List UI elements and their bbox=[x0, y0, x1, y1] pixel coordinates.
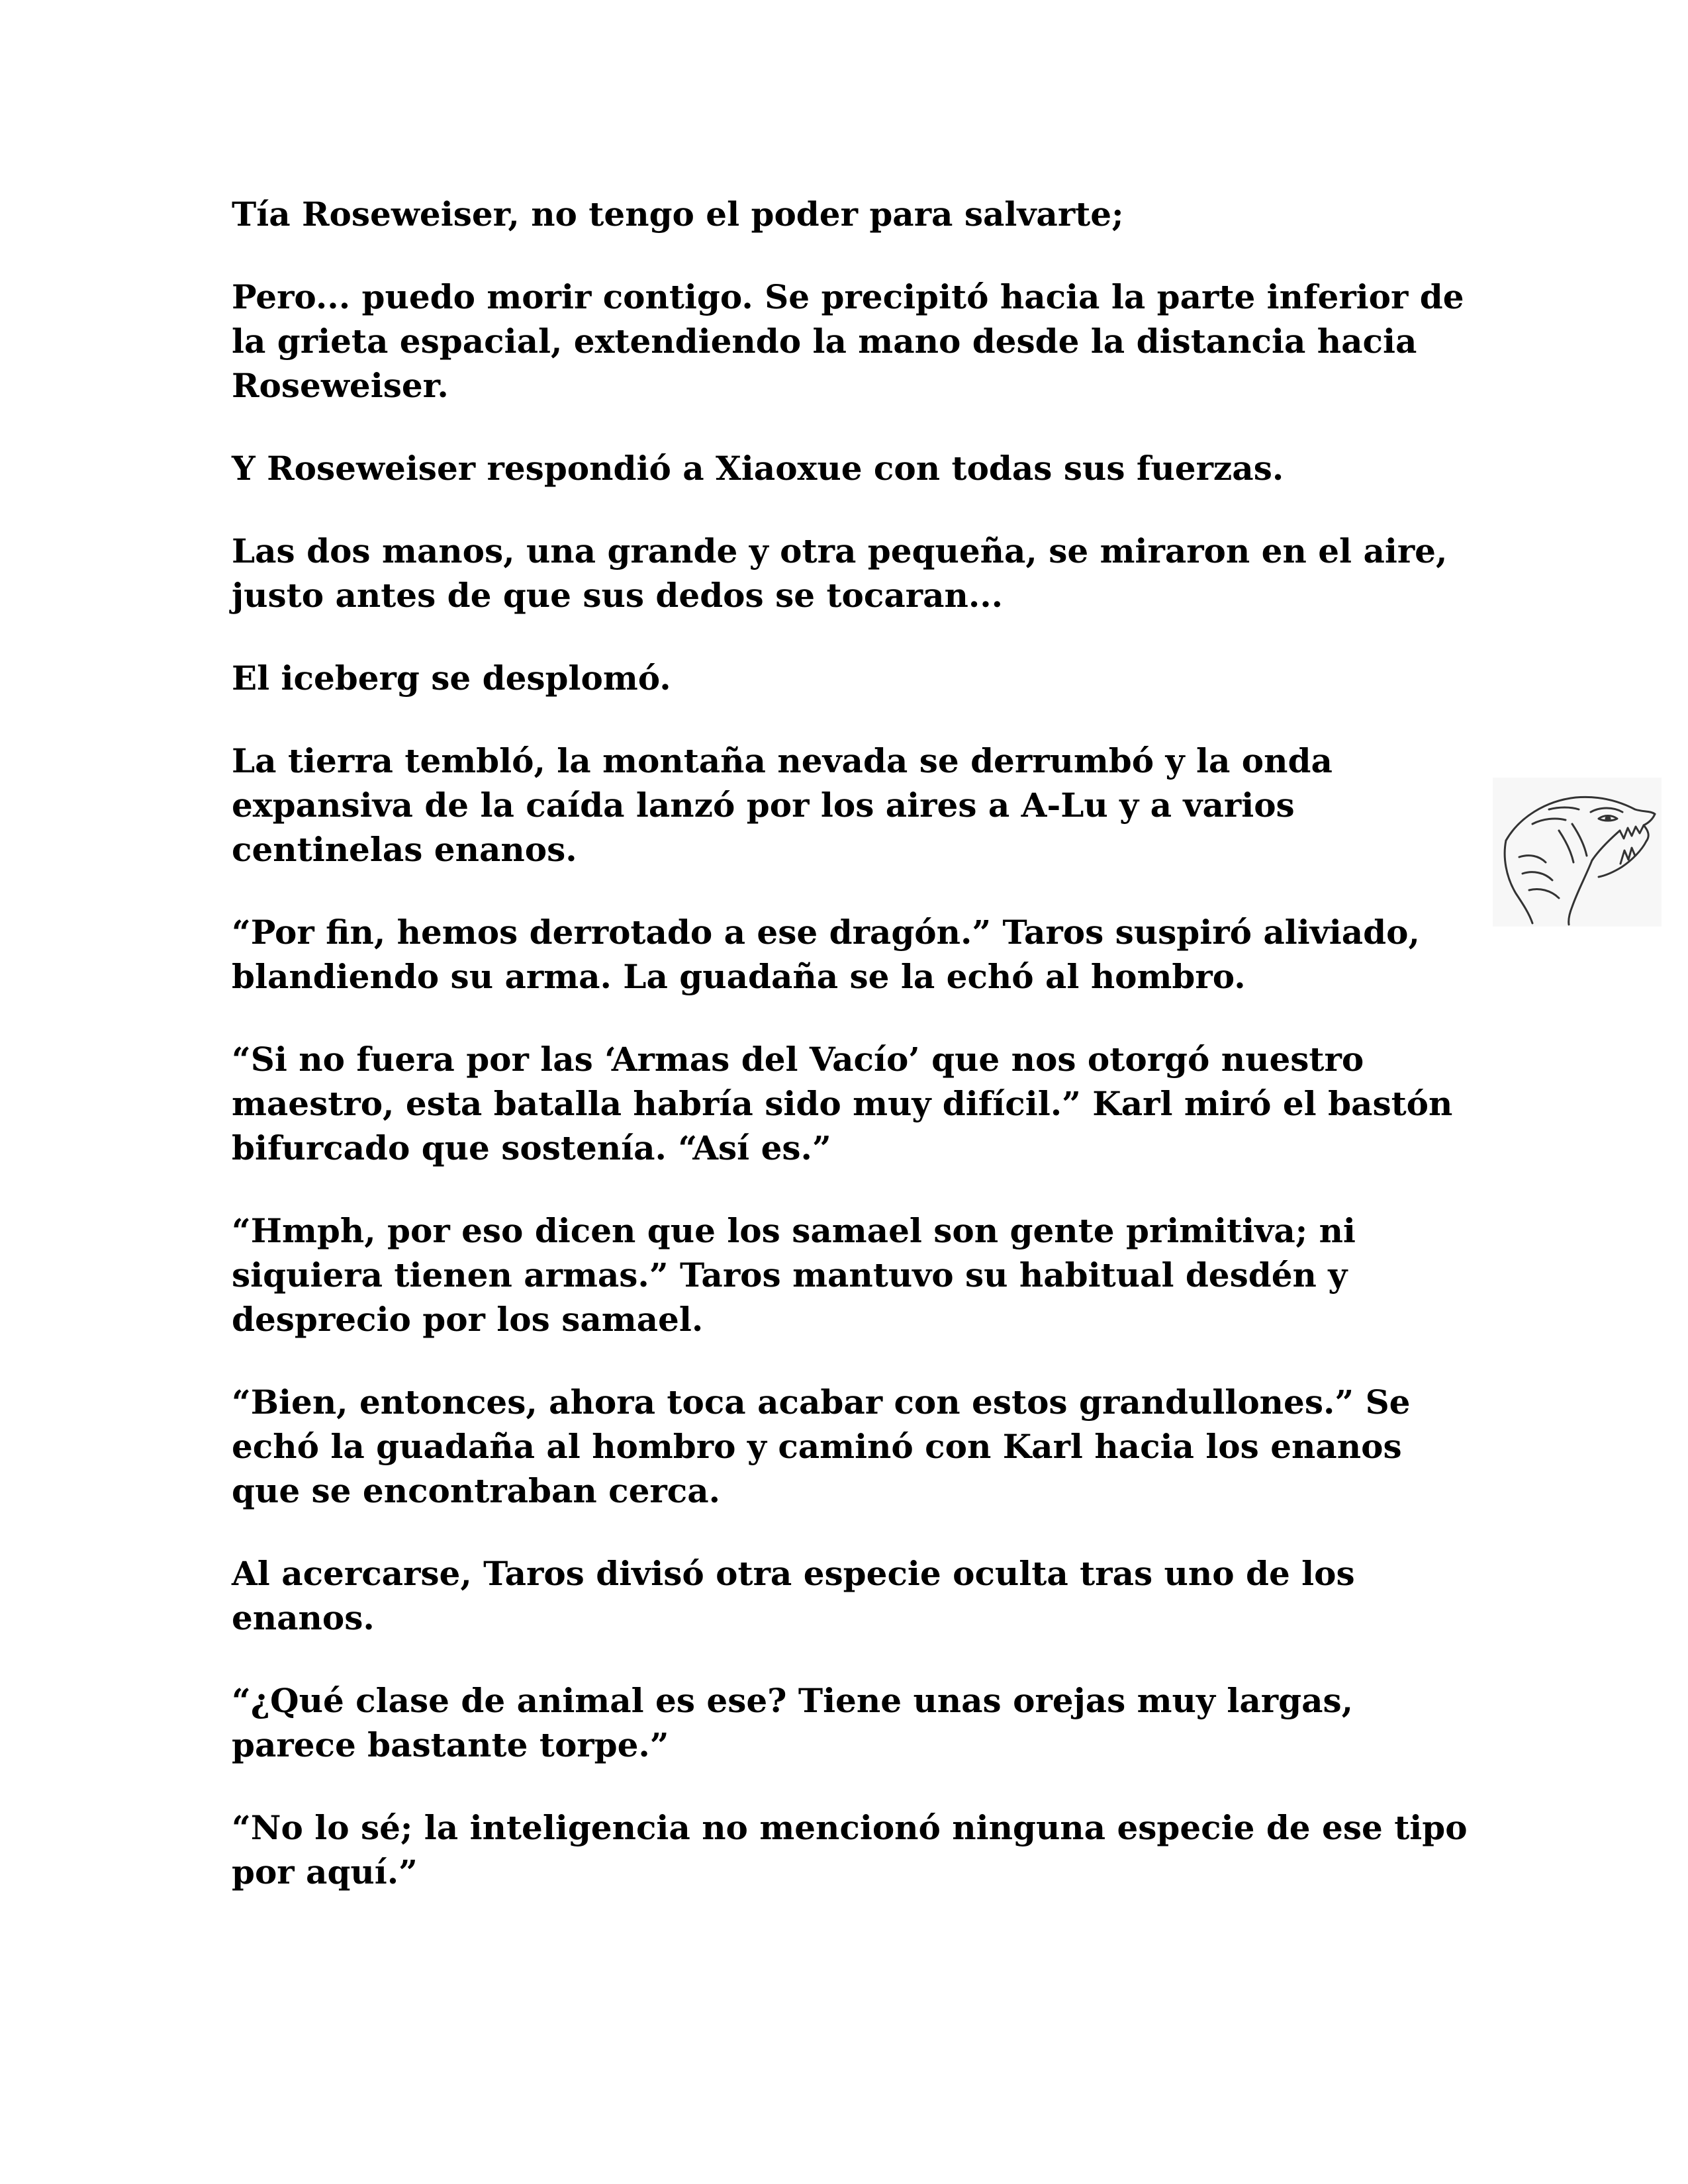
paragraph: Pero... puedo morir contigo. Se precipitó hacia la parte inferior de la grieta espacial, extendiendo la mano desde la distancia hacia Roseweiser. bbox=[232, 277, 1464, 405]
story-text bbox=[232, 192, 1470, 1933]
paragraph: “Si no fuera por las ‘Armas del Vacío’ que nos otorgó nuestro maestro, esta batalla habría sido muy difícil.” Karl miró el bastón bifurcado que sostenía. “Así es.” bbox=[232, 1040, 1453, 1167]
paragraph: Tía Roseweiser, no tengo el poder para salvarte; bbox=[232, 195, 1124, 234]
paragraph: Al acercarse, Taros divisó otra especie oculta tras uno de los enanos. bbox=[232, 1554, 1355, 1637]
paragraph: La tierra tembló, la montaña nevada se derrumbó y la onda expansiva de la caída lanzó por los aires a A-Lu y a varios centinelas enanos. bbox=[232, 741, 1333, 869]
paragraph: “¿Qué clase de animal es ese? Tiene unas orejas muy largas, parece bastante torpe.” bbox=[232, 1681, 1354, 1764]
paragraph: El iceberg se desplomó. bbox=[232, 659, 671, 698]
paragraph: “No lo sé; la inteligencia no mencionó ninguna especie de ese tipo por aquí.” bbox=[232, 1808, 1468, 1891]
paragraph: “Por fin, hemos derrotado a ese dragón.” Taros suspiró aliviado, blandiendo su arma. La guadaña se la echó al hombro. bbox=[232, 913, 1420, 996]
paragraph: Y Roseweiser respondió a Xiaoxue con todas sus fuerzas. bbox=[232, 449, 1284, 488]
paragraph: “Bien, entonces, ahora toca acabar con estos grandullones.” Se echó la guadaña al hombro y caminó con Karl hacia los enanos que se encontraban cerca. bbox=[232, 1383, 1411, 1510]
paragraph: Las dos manos, una grande y otra pequeña, se miraron en el aire, justo antes de que sus dedos se tocaran... bbox=[232, 531, 1448, 615]
paragraph: “Hmph, por eso dicen que los samael son gente primitiva; ni siquiera tienen armas.” Taros mantuvo su habitual desdén y desprecio por los samael. bbox=[232, 1211, 1356, 1339]
dragon-head-icon bbox=[1493, 778, 1662, 927]
